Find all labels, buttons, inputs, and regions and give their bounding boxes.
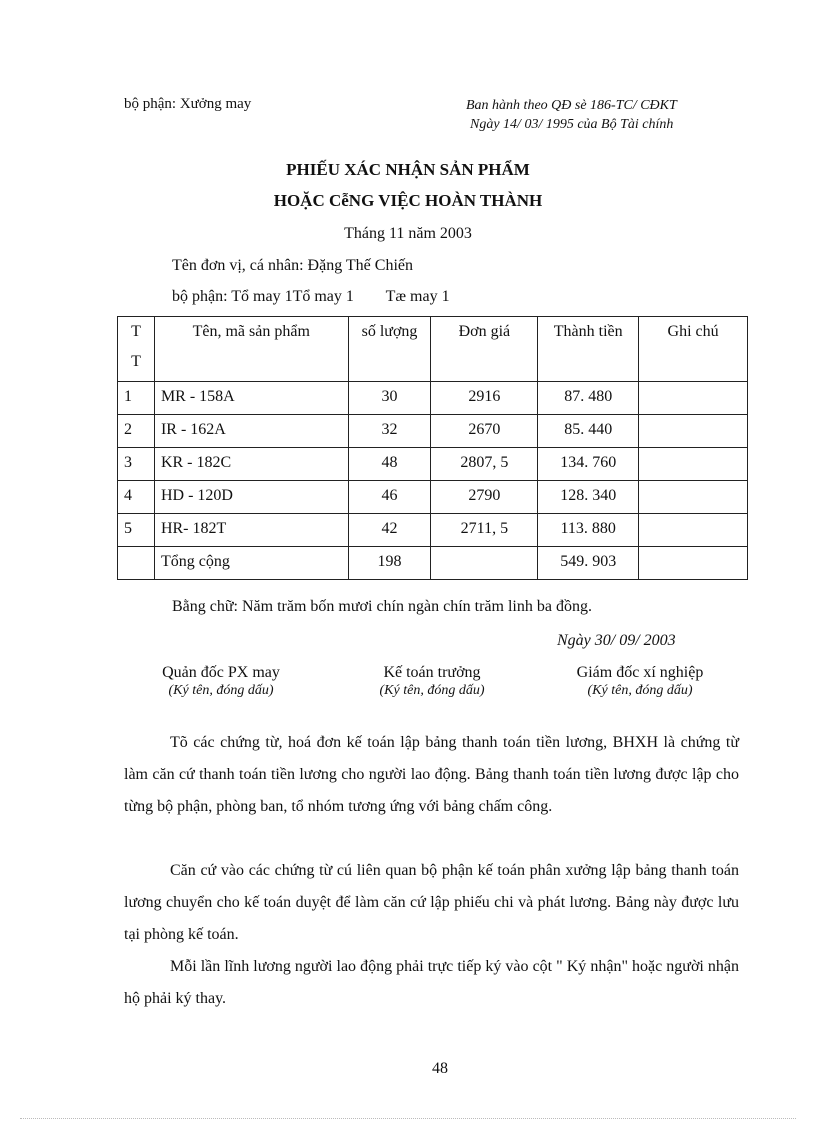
cell-product: HD - 120D [154, 481, 348, 514]
cell-stt: 2 [118, 415, 155, 448]
cell-stt: 4 [118, 481, 155, 514]
signature-note: (Ký tên, đóng dấu) [379, 683, 485, 698]
cell-stt: 3 [118, 448, 155, 481]
regulation-line-1: Ban hành theo QĐ sè 186-TC/ CĐKT [466, 98, 677, 113]
table-row [118, 514, 748, 547]
cell-product: HR- 182T [154, 514, 348, 547]
table-row [118, 448, 748, 481]
cell-price: 2670 [431, 415, 538, 448]
cell-amount: 128. 340 [538, 481, 639, 514]
cell-note [639, 448, 748, 481]
unit-name: Tên đơn vị, cá nhân: Đặng Thế Chiến [172, 257, 413, 274]
cell-stt: 1 [118, 382, 155, 415]
cell-product: MR - 158A [154, 382, 348, 415]
signature-chief-accountant [327, 664, 537, 699]
cell-price: 2711, 5 [431, 514, 538, 547]
cell-note [639, 481, 748, 514]
cell-price [431, 547, 538, 580]
signature-title: Quản đốc PX may [162, 664, 280, 681]
header-department: bộ phận: Xưởng may [124, 96, 252, 112]
cell-qty: 48 [348, 448, 431, 481]
table-total-row [118, 547, 748, 580]
cell-amount: 87. 480 [538, 382, 639, 415]
cell-total-qty: 198 [348, 547, 431, 580]
cell-note [639, 382, 748, 415]
page-divider [20, 1118, 796, 1119]
cell-amount: 134. 760 [538, 448, 639, 481]
table-row [118, 481, 748, 514]
cell-note [639, 514, 748, 547]
cell-price: 2790 [431, 481, 538, 514]
signature-title: Kế toán trưởng [383, 664, 481, 681]
document-title: PHIẾU XÁC NHẬN SẢN PHẨM [286, 160, 530, 179]
header-cell: Tên, mã sản phẩm [154, 317, 348, 382]
document-month: Tháng 11 năm 2003 [344, 225, 472, 242]
cell-amount: 85. 440 [538, 415, 639, 448]
header-regulation [466, 96, 677, 134]
cell-qty: 32 [348, 415, 431, 448]
body-paragraph-2: Căn cứ vào các chứng từ cú liên quan bộ phận kế toán phân xưởng lập bảng thanh toán lương chuyển cho kế toán duyệt để làm căn cứ lập phiếu chi và phát lương. Bảng này được lưu tại phòng kế toán. [124, 862, 739, 943]
page-number: 48 [432, 1060, 448, 1077]
amount-in-words: Bằng chữ: Năm trăm bốn mươi chín ngàn chín trăm linh ba đồng. [172, 598, 592, 615]
body-paragraph-3: Mỗi lần lĩnh lương người lao động phải trực tiếp ký vào cột " Ký nhận" hoặc người nhận hộ phải ký thay. [124, 958, 739, 1007]
signature-title: Giám đốc xí nghiệp [576, 664, 704, 681]
regulation-line-2: Ngày 14/ 03/ 1995 của Bộ Tài chính [470, 117, 674, 132]
body-paragraph-1: Tõ các chứng từ, hoá đơn kế toán lập bảng thanh toán tiền lương, BHXH là chứng từ làm căn cứ thanh toán tiền lương cho người lao động. Bảng thanh toán tiền lương được lập cho từng bộ phận, phòng ban, tổ nhóm tương ứng với bảng chấm công. [124, 734, 739, 815]
cell-amount: 113. 880 [538, 514, 639, 547]
table-row [118, 382, 748, 415]
cell-stt [118, 547, 155, 580]
cell-stt: 5 [118, 514, 155, 547]
table-row [118, 415, 748, 448]
cell-note [639, 547, 748, 580]
cell-qty: 42 [348, 514, 431, 547]
signature-director [535, 664, 745, 699]
product-table [117, 316, 748, 580]
header-cell: T T [118, 317, 155, 382]
cell-qty: 30 [348, 382, 431, 415]
document-subtitle: HOẶC CễNG VIỆC HOÀN THÀNH [273, 191, 543, 210]
cell-note [639, 415, 748, 448]
table-header-row [118, 317, 748, 382]
sign-date: Ngày 30/ 09/ 2003 [557, 632, 676, 649]
header-cell: Đơn giá [431, 317, 538, 382]
cell-qty: 46 [348, 481, 431, 514]
cell-price: 2807, 5 [431, 448, 538, 481]
signature-note: (Ký tên, đóng dấu) [168, 683, 274, 698]
cell-product: KR - 182C [154, 448, 348, 481]
header-cell: Ghi chú [639, 317, 748, 382]
cell-price: 2916 [431, 382, 538, 415]
dept-name: bộ phận: Tổ may 1Tổ may 1 Tæ may 1 [172, 288, 450, 305]
cell-total-label: Tổng cộng [154, 547, 348, 580]
cell-total-amount: 549. 903 [538, 547, 639, 580]
cell-product: IR - 162A [154, 415, 348, 448]
header-cell: số lượng [348, 317, 431, 382]
header-cell: Thành tiền [538, 317, 639, 382]
signature-foreman [116, 664, 326, 699]
signature-note: (Ký tên, đóng dấu) [587, 683, 693, 698]
